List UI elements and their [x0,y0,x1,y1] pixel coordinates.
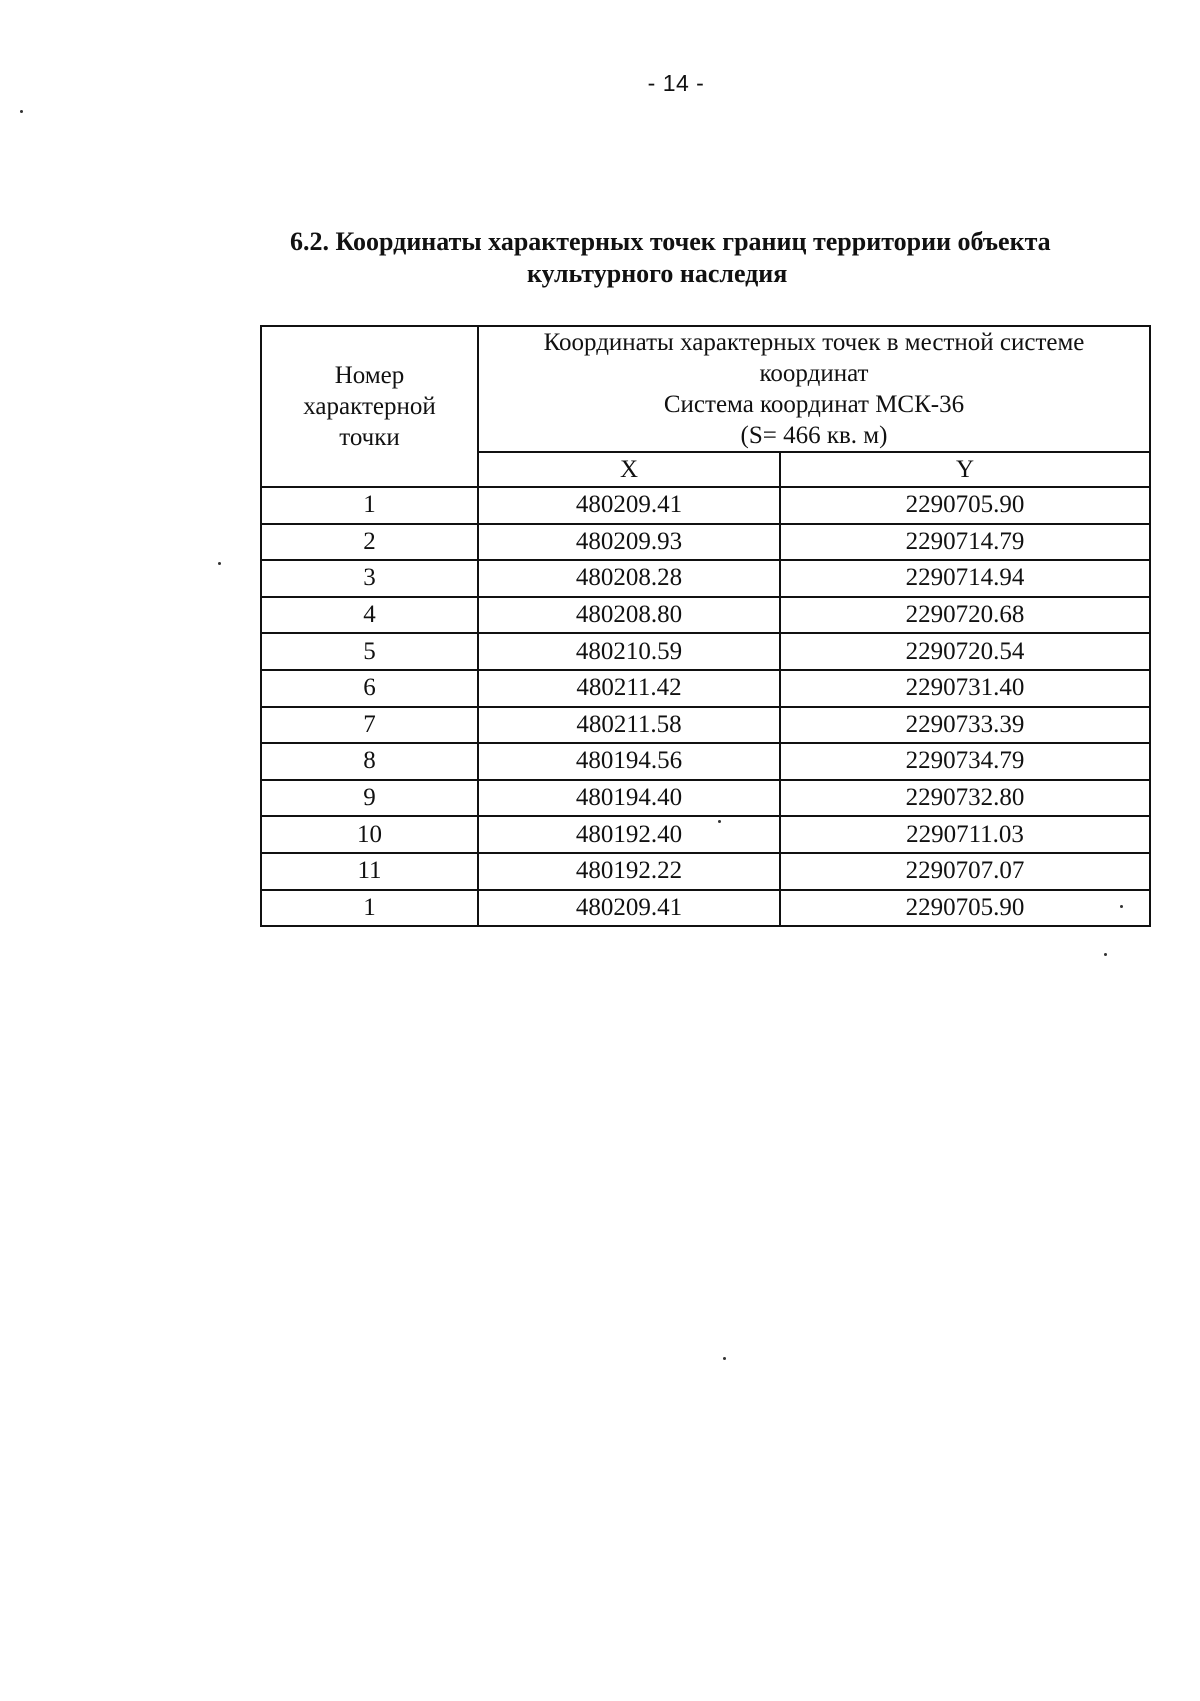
y-cell: 2290734.79 [780,743,1150,780]
scan-speck [1104,953,1107,956]
table-row [261,597,1150,634]
header-line: Номер [334,362,405,389]
table-row [261,670,1150,707]
heading-line-1: 6.2. Координаты характерных точек границ территории объекта [290,227,1051,256]
x-cell: 480208.28 [478,560,780,597]
point-number-cell: 6 [261,670,478,707]
point-number-cell: 9 [261,780,478,817]
header-line: точки [339,424,400,451]
point-number-cell: 1 [261,487,478,524]
y-cell: 2290714.79 [780,524,1150,561]
y-cell: 2290711.03 [780,816,1150,853]
header-line: Система координат МСК-36 [663,391,965,418]
x-cell: 480209.93 [478,524,780,561]
scan-speck [1120,905,1123,908]
x-cell: 480192.40 [478,816,780,853]
section-heading [290,226,1130,290]
table-row [261,487,1150,524]
x-cell: 480210.59 [478,633,780,670]
heading-line-2: культурного наследия [527,259,788,288]
table-row [261,890,1150,927]
point-number-header [261,326,478,487]
point-number-cell: 5 [261,633,478,670]
point-number-cell: 8 [261,743,478,780]
table-row [261,524,1150,561]
table-header-row [261,326,1150,452]
y-cell: 2290705.90 [780,890,1150,927]
table-row [261,816,1150,853]
y-cell: 2290705.90 [780,487,1150,524]
scan-speck [723,1357,726,1360]
point-number-cell: 2 [261,524,478,561]
y-cell: 2290714.94 [780,560,1150,597]
scan-speck [718,820,721,823]
x-cell: 480194.40 [478,780,780,817]
scan-speck [20,110,23,113]
header-line: характерной [303,393,436,420]
point-number-cell: 4 [261,597,478,634]
table-row [261,560,1150,597]
y-cell: 2290720.68 [780,597,1150,634]
table-row [261,633,1150,670]
scan-speck [218,562,221,565]
x-cell: 480208.80 [478,597,780,634]
x-column-header: X [478,452,780,487]
y-cell: 2290732.80 [780,780,1150,817]
coordinates-table [260,325,1151,927]
x-cell: 480209.41 [478,487,780,524]
table-row [261,707,1150,744]
x-cell: 480194.56 [478,743,780,780]
x-cell: 480192.22 [478,853,780,890]
coordinates-group-header [478,326,1150,452]
page-number: - 14 - [647,70,705,96]
point-number-cell: 1 [261,890,478,927]
table-row [261,853,1150,890]
table-row [261,780,1150,817]
y-cell: 2290707.07 [780,853,1150,890]
x-cell: 480211.42 [478,670,780,707]
x-cell: 480211.58 [478,707,780,744]
header-line: координат [759,360,869,387]
point-number-cell: 11 [261,853,478,890]
point-number-cell: 10 [261,816,478,853]
header-line: Координаты характерных точек в местной системе [543,329,1085,356]
header-line: (S= 466 кв. м) [740,422,888,449]
y-cell: 2290733.39 [780,707,1150,744]
y-cell: 2290720.54 [780,633,1150,670]
y-column-header: Y [780,452,1150,487]
y-cell: 2290731.40 [780,670,1150,707]
table-row [261,743,1150,780]
point-number-cell: 3 [261,560,478,597]
x-cell: 480209.41 [478,890,780,927]
point-number-cell: 7 [261,707,478,744]
